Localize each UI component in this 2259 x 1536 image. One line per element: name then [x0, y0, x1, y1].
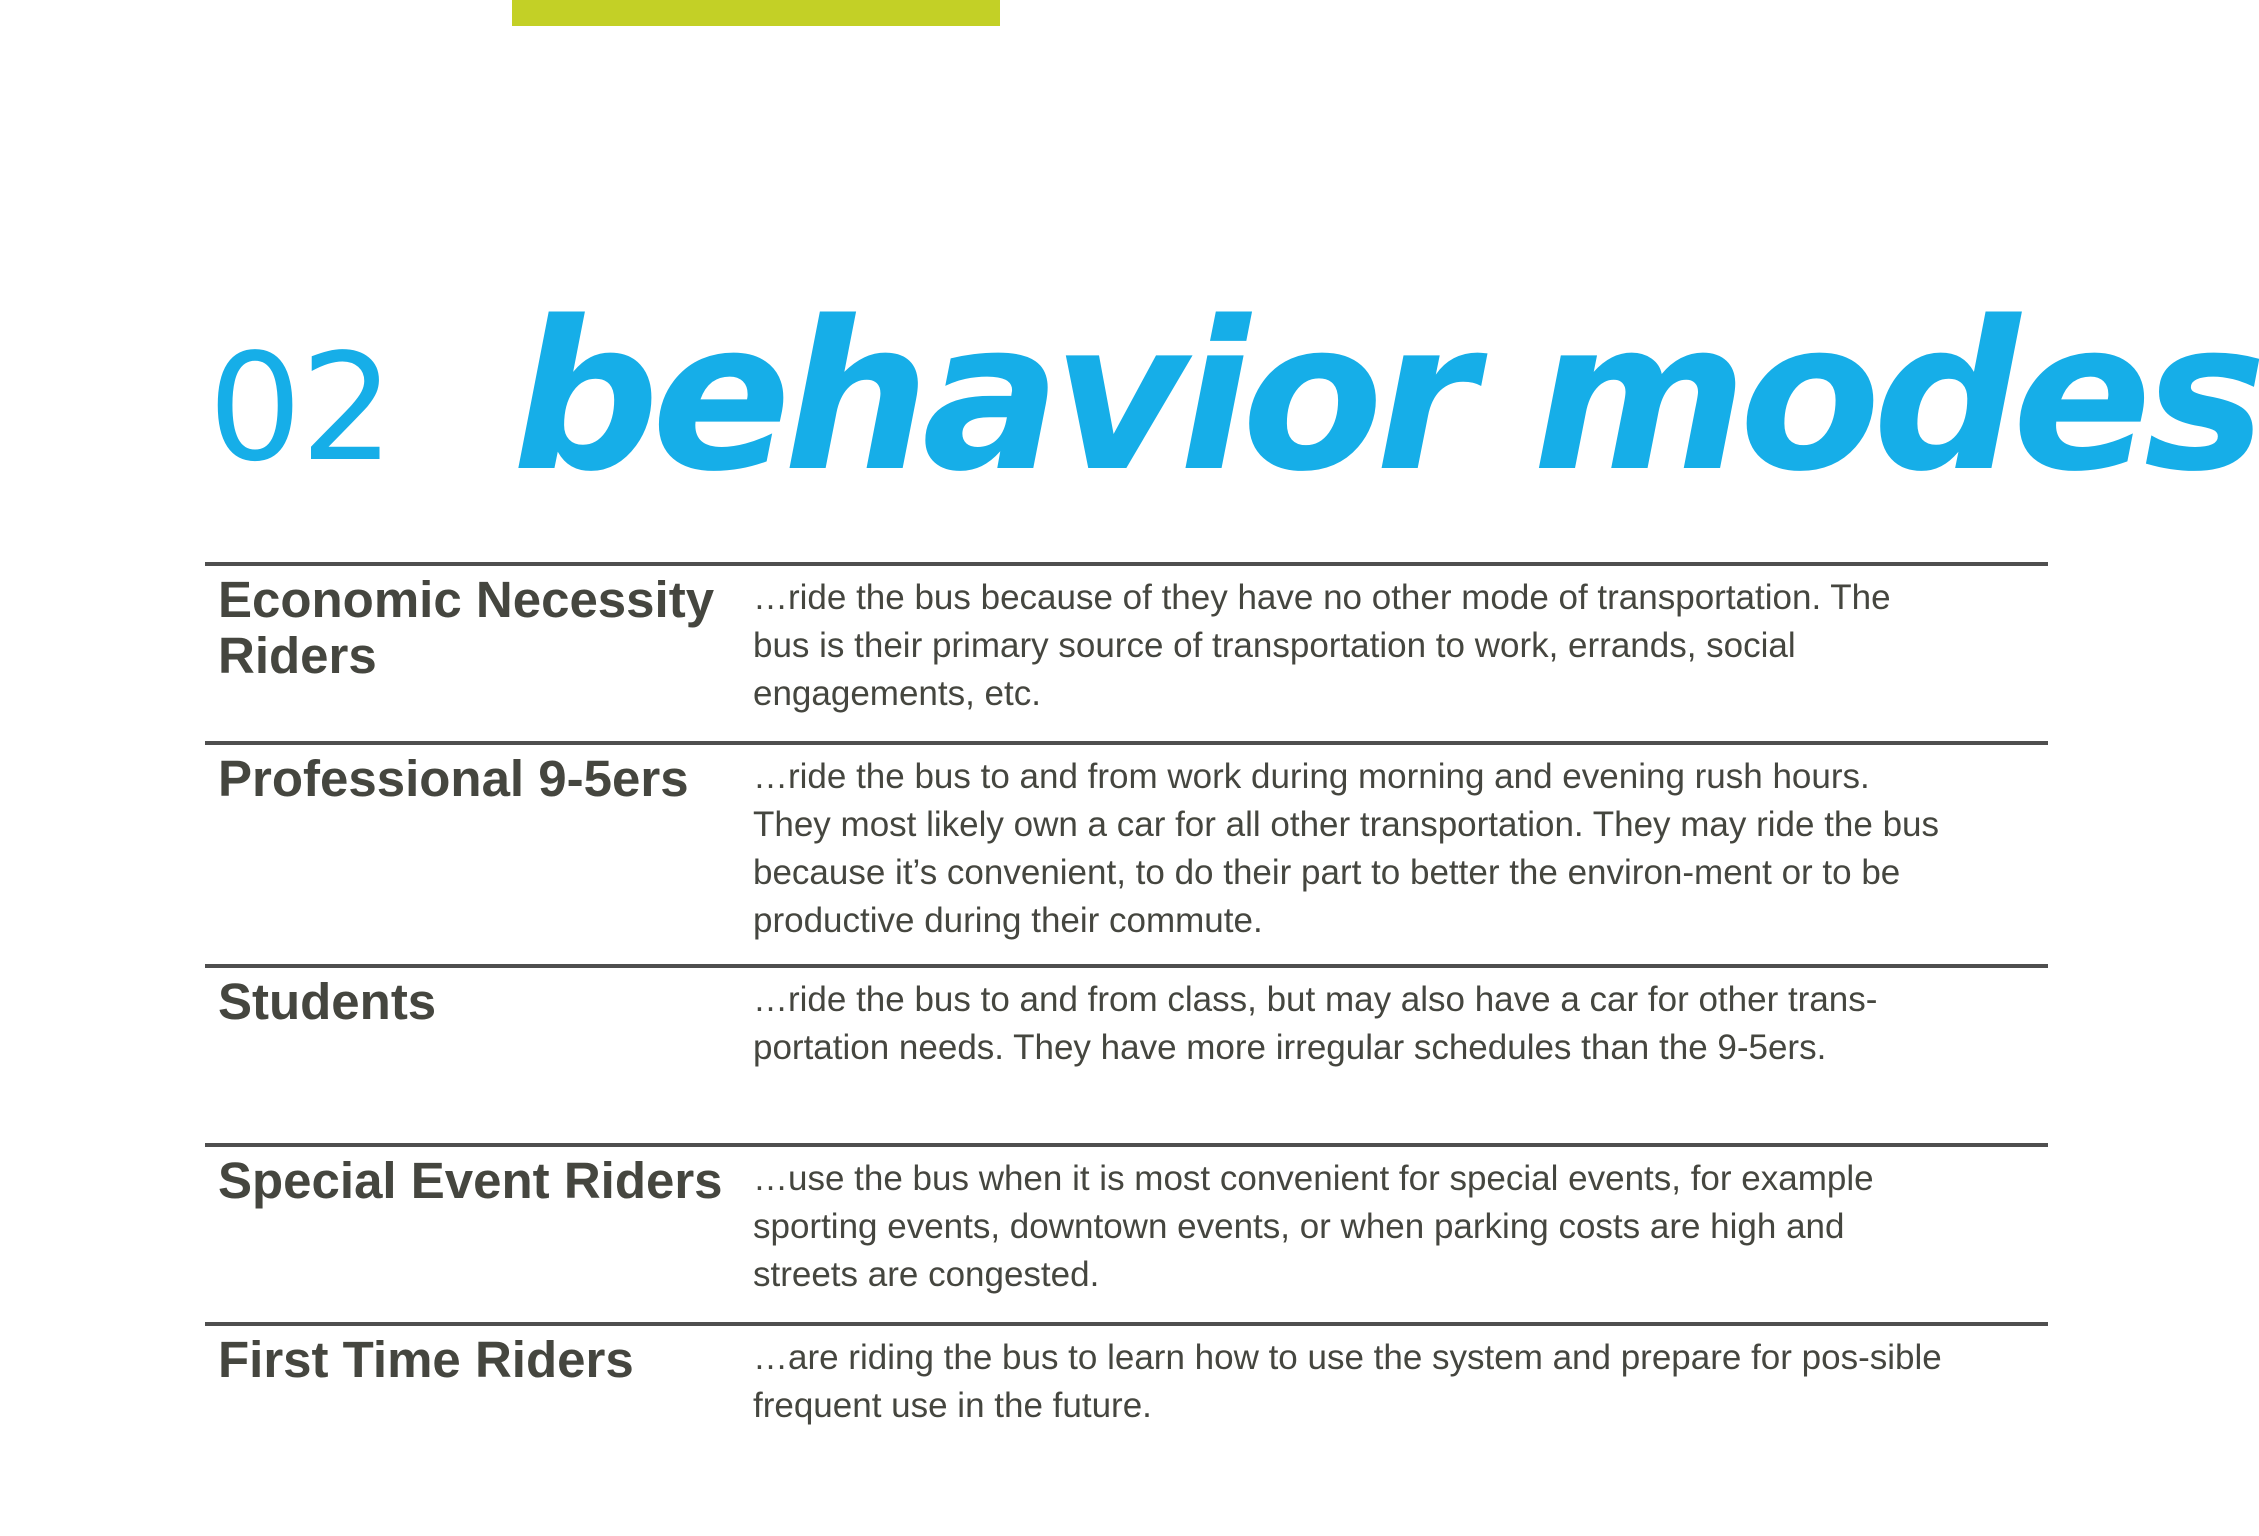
section-title: behavior modes [512, 277, 2259, 517]
table-row [205, 964, 2048, 1143]
behavior-modes-table [205, 562, 2048, 1472]
row-label: Students [218, 973, 437, 1030]
row-description: …are riding the bus to learn how to use the system and prepare for pos-sible frequent use in the future. [753, 1338, 1942, 1425]
row-description: …ride the bus because of they have no other mode of transportation. The bus is their primary source of transportation to work, errands, social engagements, etc. [753, 578, 1891, 713]
row-label: First Time Riders [218, 1331, 634, 1388]
section-number: 02 [208, 322, 393, 494]
row-description: …ride the bus to and from class, but may also have a car for other trans-portation needs. They have more irregular schedules than the 9-5ers. [753, 980, 1878, 1067]
accent-bar [512, 0, 1000, 26]
row-description: …use the bus when it is most convenient for special events, for example sporting events, downtown events, or when parking costs are high and streets are congested. [753, 1159, 1874, 1294]
table-row [205, 741, 2048, 964]
row-label: Economic Necessity Riders [218, 571, 715, 684]
row-label: Special Event Riders [218, 1152, 723, 1209]
table-row [205, 1143, 2048, 1322]
row-description: …ride the bus to and from work during morning and evening rush hours. They most likely own a car for all other transportation. They may ride the bus because it’s convenient, to do their part to better the environ-ment or to be productive during their commute. [753, 757, 1940, 940]
row-label: Professional 9-5ers [218, 750, 689, 807]
table-row [205, 1322, 2048, 1472]
table-row [205, 562, 2048, 741]
